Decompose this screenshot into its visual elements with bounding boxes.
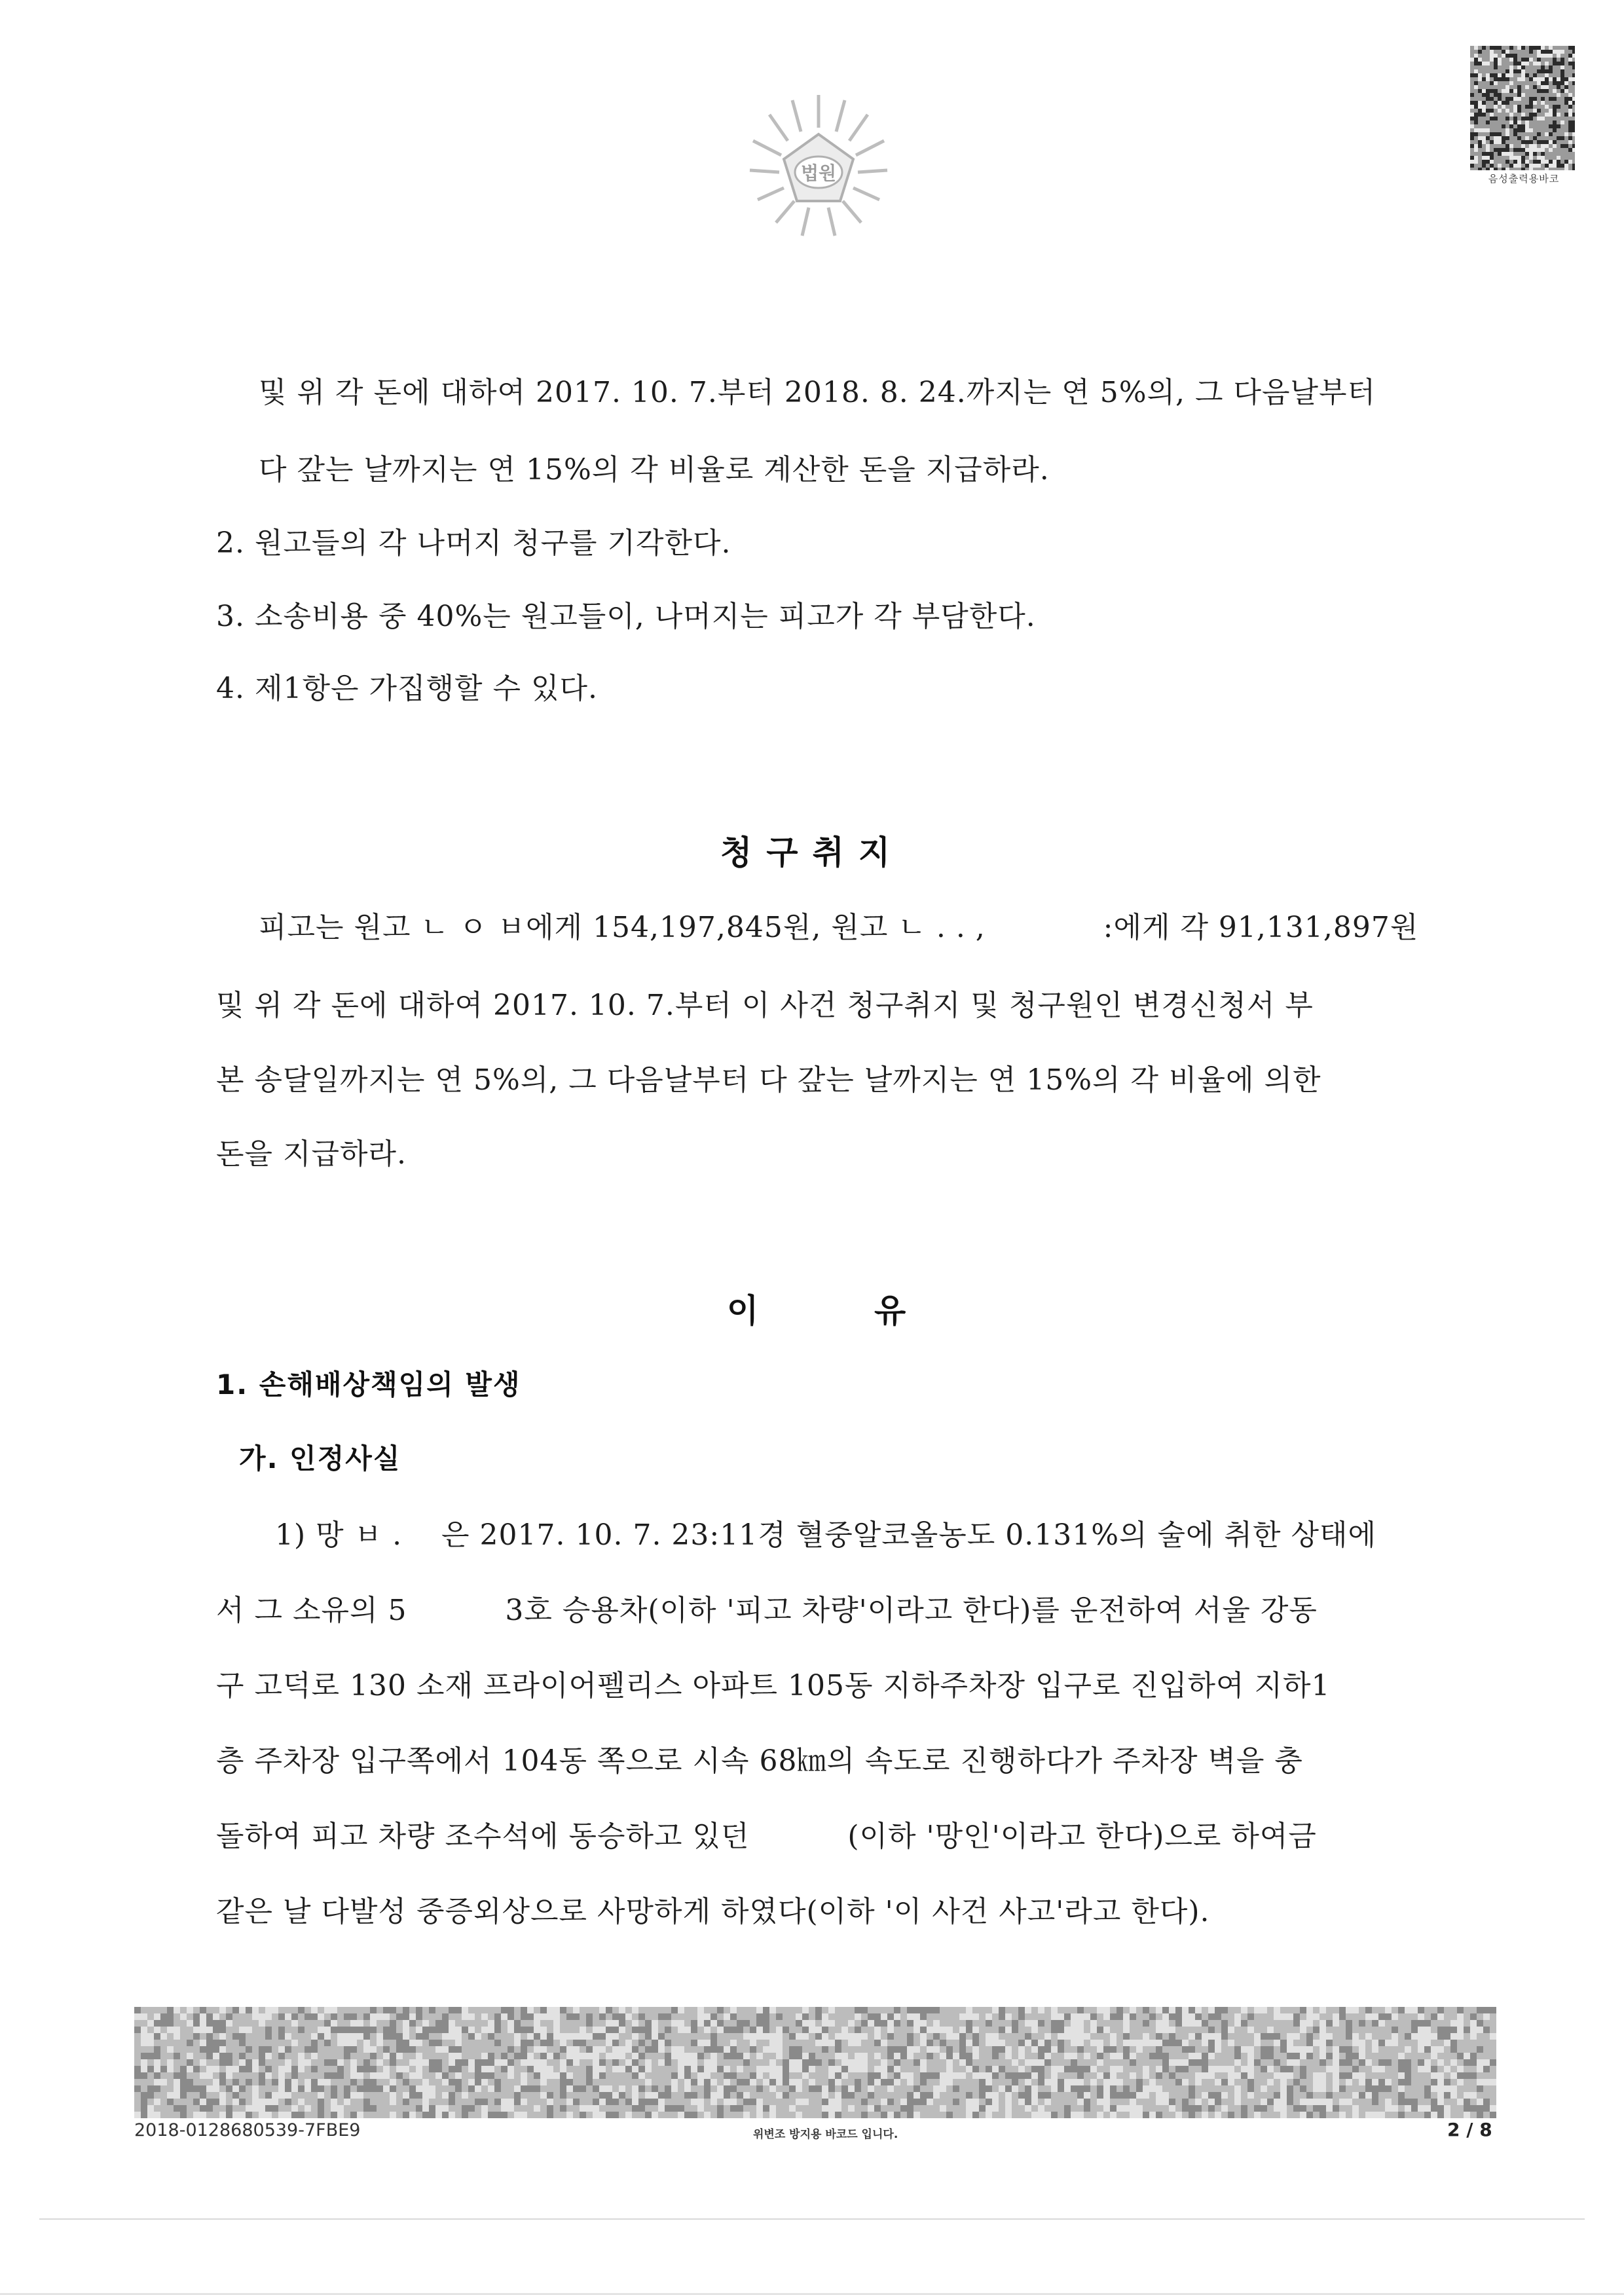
page-number: 2 / 8: [1447, 2119, 1492, 2140]
facts-line-1: 1) 망 ㅂ . 은 2017. 10. 7. 23:11경 혈중알코올농도 0.131%의 술에 취한 상태에: [275, 1518, 1376, 1552]
section-1-title: 1. 손해배상책임의 발생: [216, 1368, 521, 1401]
claim-line-1: 피고는 원고 ㄴ ㅇ ㅂ에게 154,197,845원, 원고 ㄴ . . , :에게 각 91,131,897원: [259, 911, 1419, 944]
qr-code-icon: [1470, 46, 1575, 170]
order-item-3: 3. 소송비용 중 40%는 원고들이, 나머지는 피고가 각 부담한다.: [216, 600, 1036, 633]
document-id: 2018-0128680539-7FBE9: [134, 2120, 361, 2140]
order-line-2: 다 갚는 날까지는 연 15%의 각 비율로 계산한 돈을 지급하라.: [259, 453, 1050, 487]
qr-caption: 음성출력용바코: [1488, 173, 1560, 185]
claim-heading: 청구취지: [720, 834, 905, 872]
anti-forgery-barcode: [134, 2007, 1496, 2118]
claim-line-3: 본 송달일까지는 연 5%의, 그 다음날부터 다 갚는 날까지는 연 15%의 각 비율에 의한: [216, 1063, 1321, 1097]
facts-line-3: 구 고덕로 130 소재 프라이어펠리스 아파트 105동 지하주차장 입구로 진입하여 지하1: [216, 1669, 1331, 1702]
facts-line-5: 돌하여 피고 차량 조수석에 동승하고 있던 (이하 '망인'이라고 한다)으로 하여금: [216, 1820, 1317, 1853]
facts-line-2: 서 그 소유의 5 3호 승용차(이하 '피고 차량'이라고 한다)를 운전하여 서울 강동: [216, 1594, 1318, 1627]
emblem-label: 법원: [800, 162, 837, 184]
order-line-1: 및 위 각 돈에 대하여 2017. 10. 7.부터 2018. 8. 24.까지는 연 5%의, 그 다음날부터: [259, 376, 1376, 409]
order-item-2: 2. 원고들의 각 나머지 청구를 기각한다.: [216, 526, 731, 560]
facts-line-4: 층 주차장 입구쪽에서 104동 쪽으로 시속 68㎞의 속도로 진행하다가 주차장 벽을 충: [216, 1744, 1303, 1778]
page-divider: [39, 2218, 1585, 2220]
subsection-title: 가. 인정사실: [239, 1442, 401, 1475]
claim-line-2: 및 위 각 돈에 대하여 2017. 10. 7.부터 이 사건 청구취지 및 청구원인 변경신청서 부: [216, 989, 1314, 1022]
facts-line-6: 같은 날 다발성 중증외상으로 사망하게 하였다(이하 '이 사건 사고'라고 한다).: [216, 1895, 1210, 1928]
court-emblem-icon: [743, 88, 894, 246]
reason-heading-left: 이: [727, 1292, 773, 1330]
order-item-4: 4. 제1항은 가집행할 수 있다.: [216, 672, 598, 705]
reason-heading-right: 유: [874, 1292, 921, 1330]
barcode-note: 위변조 방지용 바코드 입니다.: [753, 2128, 898, 2141]
claim-line-4: 돈을 지급하라.: [216, 1137, 407, 1171]
